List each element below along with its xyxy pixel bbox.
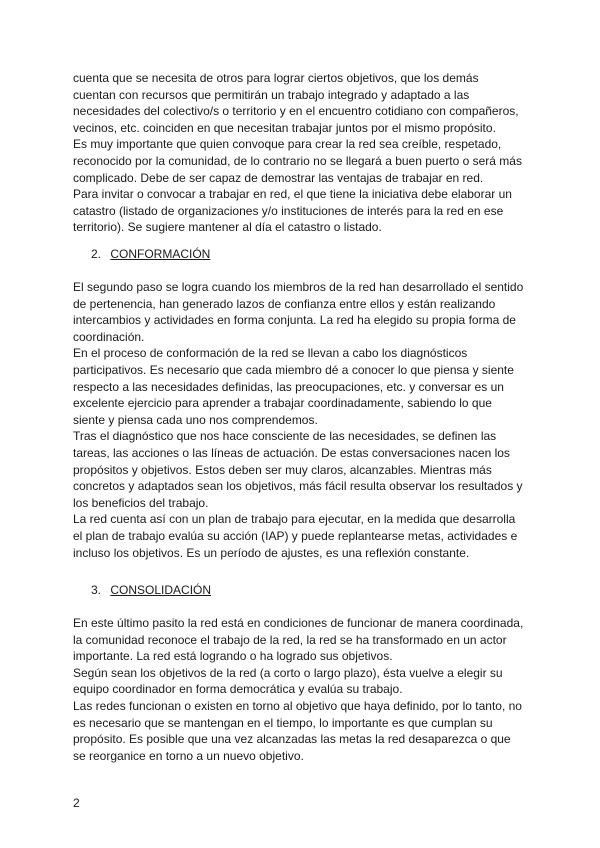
text-line: complicado. Debe de ser capaz de demostrar las ventajas de trabajar en red. xyxy=(73,170,484,185)
section-number: 2. xyxy=(91,247,102,261)
conformacion-paragraph xyxy=(73,279,531,561)
text-line: respecto a las necesidades definidas, las preocupaciones, etc. y conversar es un xyxy=(73,379,504,394)
text-line: los beneficios del trabajo. xyxy=(73,495,209,510)
text-line: tareas, las acciones o las líneas de actuación. De estas conversaciones nacen los xyxy=(73,445,510,460)
intro-paragraph xyxy=(73,70,531,236)
text-line: importante. La red está logrando o ha logrado sus objetivos. xyxy=(73,649,393,664)
text-line: cuentan con recursos que permitirán un trabajo integrado y adaptado a las xyxy=(73,87,470,102)
text-line: catastro (listado de organizaciones y/o instituciones de interés para la red en ese xyxy=(73,203,504,218)
text-line: En este último pasito la red está en condiciones de funcionar de manera coordinada, xyxy=(73,616,524,630)
text-line: propósito. Es posible que una vez alcanzadas las metas la red desaparezca o que xyxy=(73,732,511,747)
text-line: La red cuenta así con un plan de trabajo para ejecutar, en la medida que desarrolla xyxy=(73,512,516,527)
text-line: intercambios y actividades en forma conjunta. La red ha elegido su propia forma de xyxy=(73,313,516,328)
section-title: CONSOLIDACIÓN xyxy=(110,583,212,597)
text-line: coordinación. xyxy=(73,329,145,344)
text-line: El segundo paso se logra cuando los miembros de la red han desarrollado el sentido xyxy=(73,280,524,294)
text-line: En el proceso de conformación de la red se llevan a cabo los diagnósticos xyxy=(73,346,468,361)
text-line: necesidades del colectivo/s o territorio y en el encuentro cotidiano con compañeros, xyxy=(73,104,519,119)
text-line: vecinos, etc. coinciden en que necesitan trabajar juntos por el mismo propósito. xyxy=(73,120,496,135)
text-line: es necesario que se mantengan en el tiempo, lo importante es que cumplan su xyxy=(73,715,493,730)
section-number: 3. xyxy=(91,583,102,597)
text-line: de pertenencia, han generado lazos de confianza entre ellos y están realizando xyxy=(73,296,496,311)
page-number: 2 xyxy=(73,796,80,810)
text-line: se reorganice en torno a un nuevo objetivo. xyxy=(73,748,304,763)
section-heading-consolidacion xyxy=(91,582,211,598)
text-line: Las redes funcionan o existen en torno al objetivo que haya definido, por lo tanto, no xyxy=(73,698,522,713)
text-line: Para invitar o convocar a trabajar en red, el que tiene la iniciativa debe elaborar un xyxy=(73,187,512,202)
text-line: equipo coordinador en forma democrática y evalúa su trabajo. xyxy=(73,682,403,697)
text-line: concretos y adaptados sean los objetivos, más fácil resulta observar los resultados y xyxy=(73,479,523,494)
text-line: excelente ejercicio para aprender a trabajar coordinadamente, sabiendo lo que xyxy=(73,396,492,411)
text-line: siente y piensa cada uno nos comprendemos. xyxy=(73,412,318,427)
section-title: CONFORMACIÓN xyxy=(110,247,211,261)
text-line: participativos. Es necesario que cada miembro dé a conocer lo que piensa y siente xyxy=(73,362,514,377)
text-line: reconocido por la comunidad, de lo contrario no se llegará a buen puerto o será más xyxy=(73,153,522,168)
text-line: cuenta que se necesita de otros para lograr ciertos objetivos, que los demás xyxy=(73,71,479,85)
section-heading-conformacion xyxy=(91,246,210,262)
text-line: el plan de trabajo evalúa su acción (IAP) y puede replantearse metas, actividades e xyxy=(73,528,518,543)
text-line: propósitos y objetivos. Estos deben ser muy claros, alcanzables. Mientras más xyxy=(73,462,492,477)
text-line: territorio). Se sugiere mantener al día el catastro o listado. xyxy=(73,220,382,235)
text-line: Es muy importante que quien convoque para crear la red sea creíble, respetado, xyxy=(73,137,502,152)
text-line: la comunidad reconoce el trabajo de la red, la red se ha transformado en un actor xyxy=(73,632,507,647)
text-line: incluso los objetivos. Es un período de ajustes, es una reflexión constante. xyxy=(73,545,470,560)
text-line: Según sean los objetivos de la red (a corto o largo plazo), ésta vuelve a elegir su xyxy=(73,665,503,680)
consolidacion-paragraph xyxy=(73,615,531,764)
text-line: Tras el diagnóstico que nos hace consciente de las necesidades, se definen las xyxy=(73,429,497,444)
